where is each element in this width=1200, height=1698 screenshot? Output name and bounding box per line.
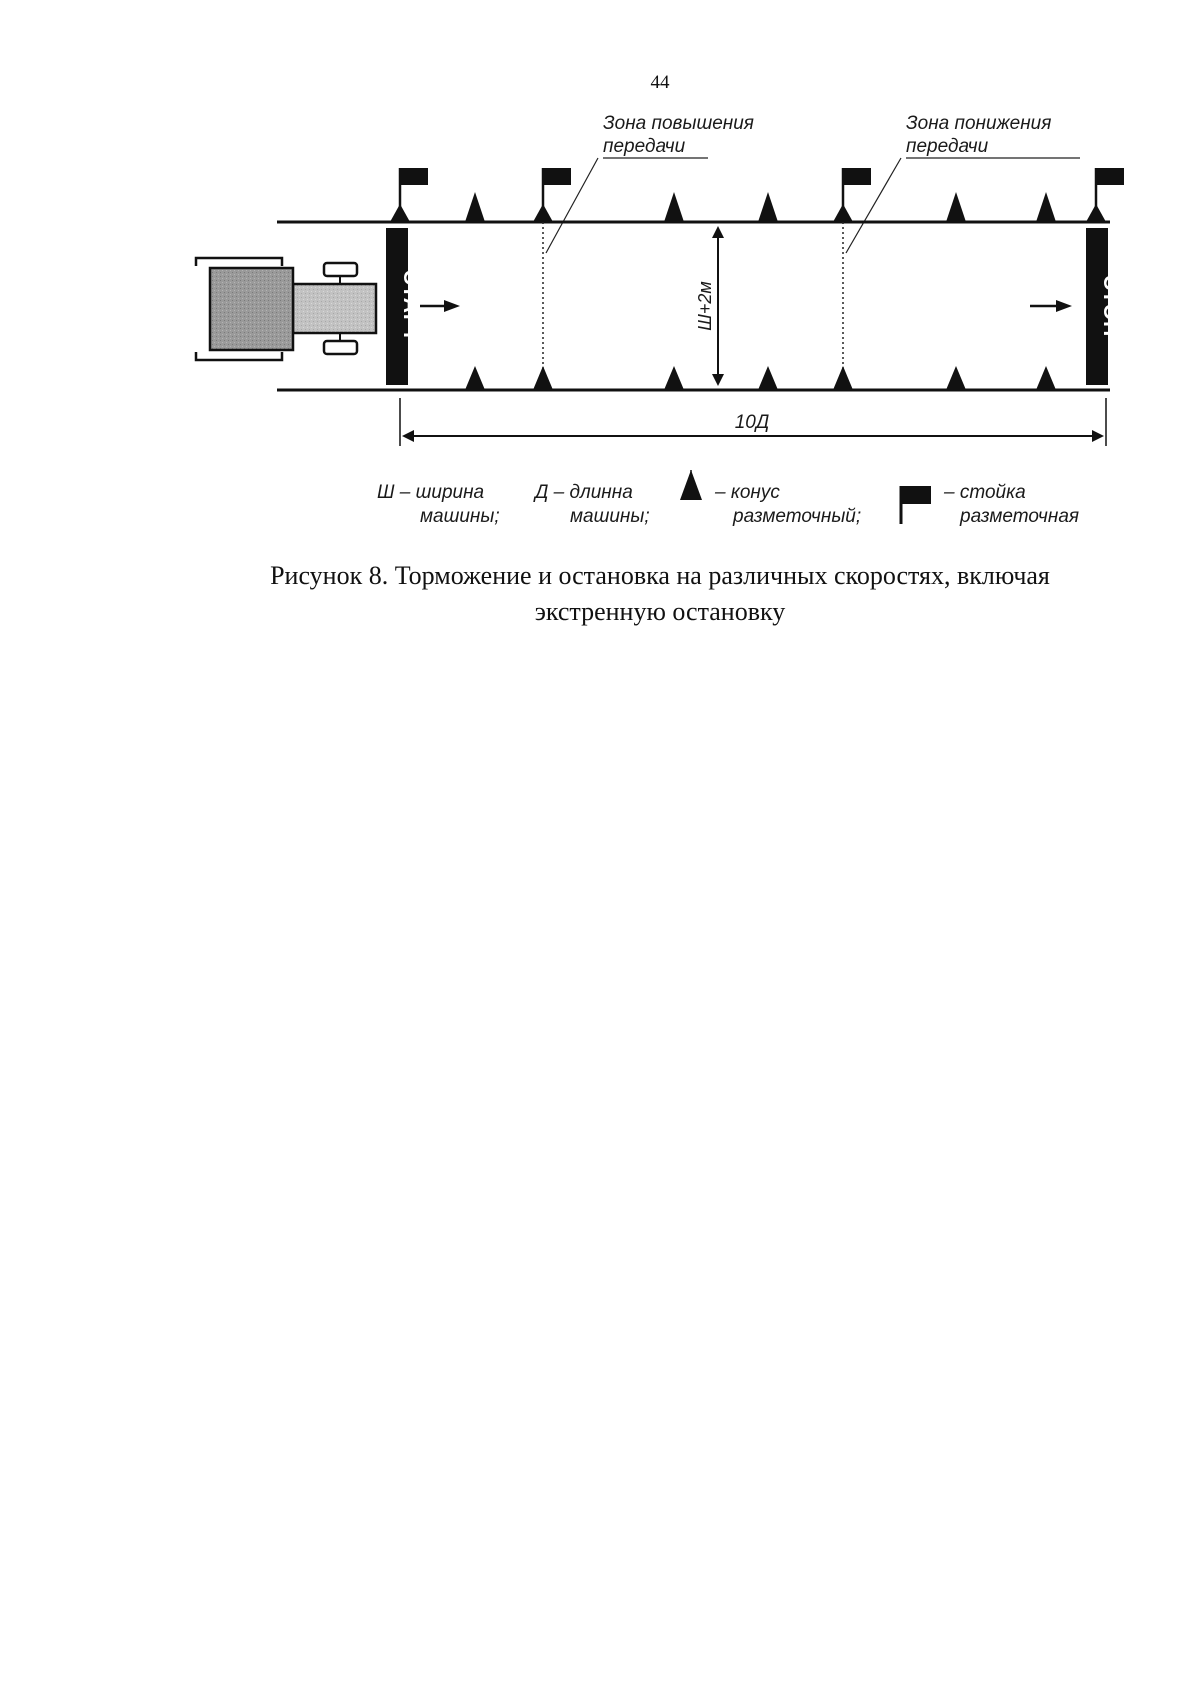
- legend-cone-line1: – конус: [715, 482, 780, 503]
- zone-up-label-line2: передачи: [603, 136, 686, 157]
- legend-length-line2: машины;: [570, 506, 650, 527]
- braking-course-diagram: [0, 0, 1200, 540]
- cone-icon: [946, 366, 966, 390]
- legend-post-line1: – стойка: [944, 482, 1026, 503]
- cone-icon: [465, 366, 485, 390]
- legend-post-line2: разметочная: [960, 506, 1080, 527]
- marker-post-icon: [390, 168, 428, 222]
- marker-post-icon: [533, 168, 571, 222]
- width-dimension-label: Ш+2м: [695, 281, 715, 331]
- legend-width-line2: машины;: [420, 506, 500, 527]
- legend-length-line1: Д – длинна: [535, 482, 633, 503]
- cone-icon: [946, 192, 966, 222]
- cone-icon: [533, 366, 553, 390]
- length-dimension-label: 10Д: [734, 412, 770, 433]
- cone-icon: [664, 366, 684, 390]
- stop-label: СТОП: [1099, 274, 1122, 338]
- figure-caption-line1: Рисунок 8. Торможение и остановка на различных скоростях, включая: [270, 561, 1050, 590]
- zone-down-label-line2: передачи: [906, 136, 989, 157]
- cone-icon: [1036, 192, 1056, 222]
- figure-caption-line2: экстренную остановку: [534, 597, 786, 626]
- figure-caption: [200, 558, 1120, 630]
- legend-width-line1: Ш – ширина: [377, 482, 485, 503]
- page-number: 44: [650, 72, 670, 93]
- start-label: СТАРТ: [399, 269, 422, 343]
- cone-icon: [833, 366, 853, 390]
- zone-up-label-line1: Зона повышения: [603, 113, 754, 134]
- cone-icon: [465, 192, 485, 222]
- direction-arrow-icon: [420, 300, 460, 312]
- direction-arrow-icon: [1030, 300, 1072, 312]
- marker-post-icon: [1086, 168, 1124, 222]
- legend-marker-post-icon: [901, 486, 931, 524]
- legend-cone-line2: разметочный;: [733, 506, 862, 527]
- zone-down-label-line1: Зона понижения: [906, 113, 1052, 134]
- cone-icon: [1036, 366, 1056, 390]
- tractor-icon: [196, 258, 376, 360]
- cone-icon: [758, 192, 778, 222]
- cone-icon: [758, 366, 778, 390]
- marker-post-icon: [833, 168, 871, 222]
- cone-icon: [664, 192, 684, 222]
